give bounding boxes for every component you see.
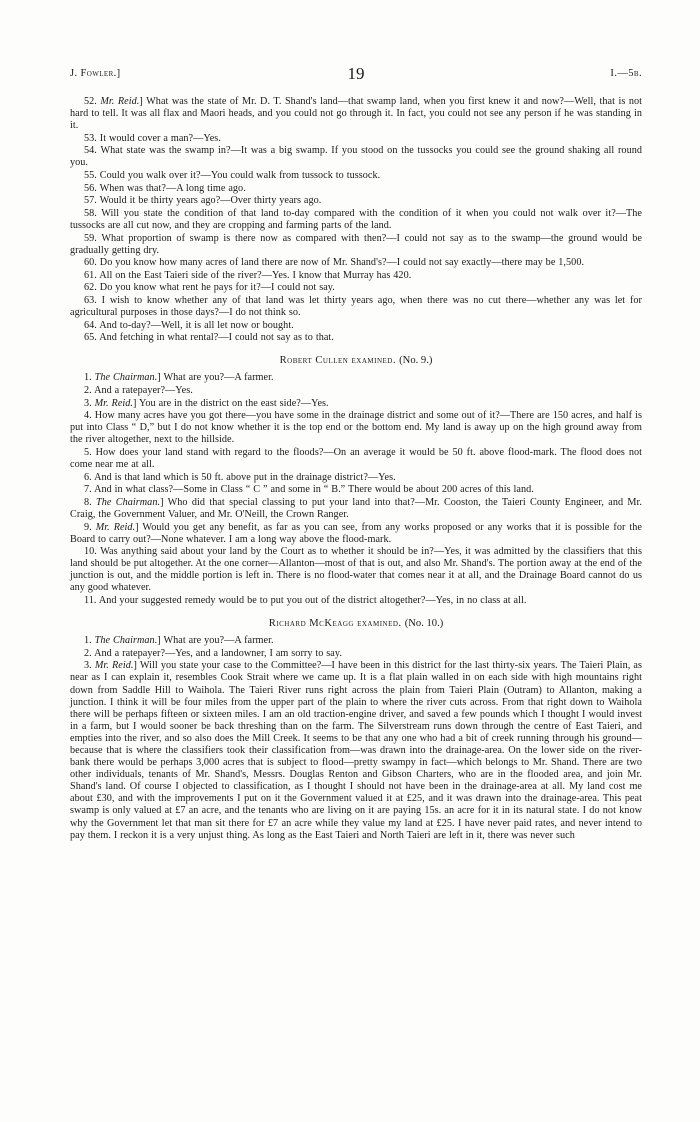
witness-heading-mckeagg	[70, 618, 642, 629]
paragraph: 6. And is that land which is 50 ft. above put in the drainage district?—Yes.	[84, 471, 396, 483]
witness-name: Richard McKeagg examined.	[268, 618, 402, 630]
paragraph: 3. Mr. Reid.] You are in the district on the east side?—Yes.	[84, 397, 329, 409]
paragraph: 8. The Chairman.] Who did that special classing to put your land into that?—Mr. Cooston, the Taieri County Engineer, and Mr. Craig, the Government Valuer, and Mr. O'Neill, the Crown Ranger.	[70, 496, 642, 520]
paragraph: 65. And fetching in what rental?—I could not say as to that.	[84, 332, 334, 344]
document-body	[70, 96, 642, 842]
paragraph: 7. And in what class?—Some in Class “ C ” and some in “ B.” There would be about 200 acres of this land.	[84, 484, 534, 496]
witness-number: (No. 9.)	[399, 355, 433, 367]
paragraph: 60. Do you know how many acres of land there are now of Mr. Shand's?—I could not say exactly—there may be 1,500.	[84, 257, 585, 269]
witness-number: (No. 10.)	[404, 618, 444, 630]
paragraph: 62. Do you know what rent he pays for it?—I could not say.	[84, 282, 335, 294]
paragraph: 54. What state was the swamp in?—It was a big swamp. If you stood on the tussocks you could see the ground shaking all round you.	[70, 145, 642, 169]
witness-name: Robert Cullen examined.	[279, 355, 396, 367]
paragraph: 9. Mr. Reid.] Would you get any benefit, as far as you can see, from any works proposed or any works that it is possible for the Board to carry out?—None whatever. I am a long way above the flood-mark.	[70, 521, 642, 545]
paragraph: 2. And a ratepayer?—Yes.	[84, 384, 193, 396]
paragraph: 5. How does your land stand with regard to the floods?—On an average it would be 50 ft. above flood-mark. The flood does not come near me at all.	[70, 446, 642, 471]
page-header	[70, 64, 642, 86]
paragraph: 10. Was anything said about your land by the Court as to whether it should be in?—Yes, it was admitted by the classifiers that this land should be put altogether. At the one corner—Allanton—most of that is out, and also Mr. Shand's. The portion away at the end of the junction is out, and the middle portion is left in. There is no flood-water that comes near it at all, and the Drainage Board cannot do us any good whatever.	[70, 546, 642, 594]
paragraph: 55. Could you walk over it?—You could walk from tussock to tussock.	[84, 170, 381, 182]
paragraph: 59. What proportion of swamp is there now as compared with then?—I could not say as to the swamp—the ground would be gradually getting dry.	[70, 232, 642, 256]
paragraph: 2. And a ratepayer?—Yes, and a landowner, I am sorry to say.	[84, 647, 342, 659]
header-document-code: I.—5b.	[610, 68, 642, 79]
paragraph: 11. And your suggested remedy would be to put you out of the district altogether?—Yes, in no class at all.	[84, 595, 527, 607]
paragraph: 1. The Chairman.] What are you?—A farmer.	[84, 635, 274, 647]
paragraph: 52. Mr. Reid.] What was the state of Mr. D. T. Shand's land—that swamp land, when you first knew it and now?—Well, that is not hard to tell. It was all flax and Maori heads, and you could not go through it. In fact, you could not see any person if he was standing in it.	[70, 96, 642, 132]
section-cullen	[70, 372, 642, 607]
section-fowler-continued	[70, 96, 642, 344]
paragraph: 3. Mr. Reid.] Will you state your case to the Committee?—I have been in this district for the last thirty-six years. The Taieri Plain, as near as I can explain it, resembles Cook Strait where we came up. It is a flat plain walled in on each side with high mountains right down from Saddle Hill to Waihola. The Taieri River runs right across the plain from Taieri Plain (Outram) to Allanton, making a junction. I think it will be four miles from the upper part of the plain to where the river cuts across. From that right down to Waihola there will be perhaps fifteen or sixteen miles. I am an old traction-engine driver, and saved a few pounds which I thought I would invest in a farm, but I would sooner be back threshing than on the farm. The Silverstream runs down through the centre of East Taieri, and empties into the river, and so also does the Mill Creek. It seems to be that any one who had a bit of creek running through his ground—because that is where the classifiers took their classification from—was drawn into the drainage-area. On the lower side on the river-bank there would be perhaps 3,000 acres that is subject to flood—pretty swampy in fact—which belongs to Mr. Shand. There are two other individuals, tenants of Mr. Shand's, Messrs. Douglas Renton and Gibson Charters, who are in the flooded area, and join Mr. Shand's land. Of course I objected to classification, as I thought I should not have been in the drainage-area at all. My land cost me about £30, and with the improvements I put on it the Government valued it at £25, and it was drawn into the drainage-area. This peat swamp is only valued at £7 an acre, and the tenants who are living on it are paying 15s. an acre for it in its natural state. I do not know why the Government let that man sit there for £7 an acre while they value my land at £25. I have never paid rates, and never intend to pay them. I reckon it is a very unjust thing. As long as the East Taieri and North Taieri are left in it, there was never such	[70, 660, 642, 841]
page-number: 19	[347, 64, 365, 83]
paragraph: 61. All on the East Taieri side of the river?—Yes. I know that Murray has 420.	[84, 269, 412, 281]
witness-heading-cullen	[70, 355, 642, 366]
section-mckeagg	[70, 635, 642, 842]
paragraph: 63. I wish to know whether any of that land was let thirty years ago, when there was no cut there—whether any was let for agricultural purposes in those days?—I do not think so.	[70, 295, 642, 319]
paragraph: 53. It would cover a man?—Yes.	[84, 132, 221, 144]
paragraph: 57. Would it be thirty years ago?—Over thirty years ago.	[84, 195, 322, 207]
paragraph: 58. Will you state the condition of that land to-day compared with the condition of it when you could not walk over it?—The tussocks are all cut now, and they are cropping and farming parts of the land.	[70, 207, 642, 231]
paragraph: 1. The Chairman.] What are you?—A farmer.	[84, 372, 274, 384]
paragraph: 4. How many acres have you got there—you have some in the drainage district and some out of it?—There are 150 acres, and half is put into Class “ D,” but I do not know whether it is the top end or the bottom end. My land is away up on the high ground away from the river altogether, next to the hillside.	[70, 410, 642, 446]
header-running-title: J. Fowler.]	[70, 68, 121, 79]
paragraph: 64. And to-day?—Well, it is all let now or bought.	[84, 319, 294, 331]
paragraph: 56. When was that?—A long time ago.	[84, 182, 246, 194]
